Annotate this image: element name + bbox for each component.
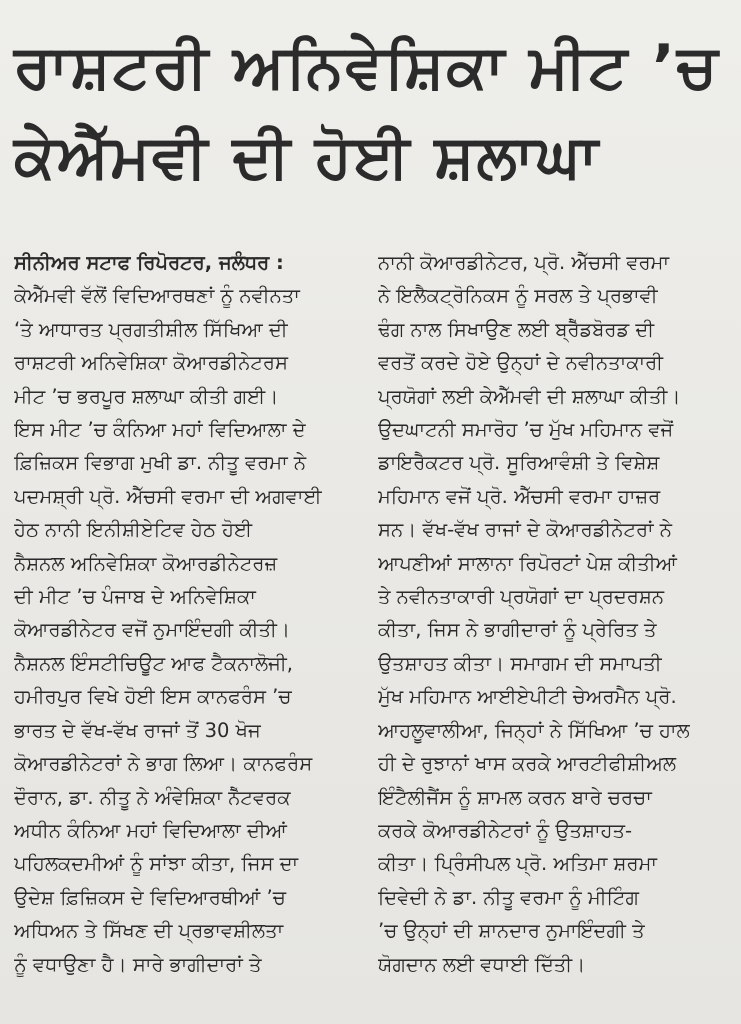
headline-line-1: ਰਾਸ਼ਟਰੀ ਅਨਿਵੇਸ਼ਿਕਾ ਮੀਟ ’ਚ [14, 32, 720, 102]
article-text-line: ਇੰਟੈਲੀਜੈਂਸ ਨੂੰ ਸ਼ਾਮਲ ਕਰਨ ਬਾਰੇ ਚਰਚਾ [378, 785, 652, 809]
article-text-line: ਕੇਐੱਮਵੀ ਵੱਲੋਂ ਵਿਦਿਆਰਥਣਾਂ ਨੂੰ ਨਵੀਨਤਾ [14, 284, 300, 308]
article-text-line: ਆਹਲੂਵਾਲੀਆ, ਜਿਨ੍ਹਾਂ ਨੇ ਸਿੱਖਿਆ ’ਚ ਹਾਲ [378, 718, 690, 742]
article-text-line: ਮਹਿਮਾਨ ਵਜੋਂ ਪ੍ਰੋ. ਐੱਚਸੀ ਵਰਮਾ ਹਾਜ਼ਰ [378, 484, 661, 508]
article-text-line: ਯੋਗਦਾਨ ਲਈ ਵਧਾਈ ਦਿੱਤੀ। [378, 952, 586, 976]
article-text-line: ਸਨ। ਵੱਖ-ਵੱਖ ਰਾਜਾਂ ਦੇ ਕੋਆਰਡੀਨੇਟਰਾਂ ਨੇ [378, 518, 672, 542]
article-text-line: ਅਧੀਨ ਕੰਨਿਆ ਮਹਾਂ ਵਿਦਿਆਲਾ ਦੀਆਂ [14, 818, 287, 842]
article-text-line: ਇਸ ਮੀਟ ’ਚ ਕੰਨਿਆ ਮਹਾਂ ਵਿਦਿਆਲਾ ਦੇ [14, 418, 306, 442]
article-text-line: ਕੋਆਰਡੀਨੇਟਰ ਵਜੋਂ ਨੁਮਾਇੰਦਗੀ ਕੀਤੀ। [14, 618, 291, 642]
article-text-line: ਕੀਤਾ, ਜਿਸ ਨੇ ਭਾਗੀਦਾਰਾਂ ਨੂੰ ਪ੍ਰੇਰਿਤ ਤੇ [378, 618, 657, 642]
article-text-line: ਉਤਸ਼ਾਹਤ ਕੀਤਾ। ਸਮਾਗਮ ਦੀ ਸਮਾਪਤੀ [378, 651, 662, 675]
article-text-line: ਡਾਇਰੈਕਟਰ ਪ੍ਰੋ. ਸੂਰਿਆਵੰਸ਼ੀ ਤੇ ਵਿਸ਼ੇਸ਼ [378, 451, 660, 475]
article-text-line: ਹੀ ਦੇ ਰੁਝਾਨਾਂ ਖਾਸ ਕਰਕੇ ਆਰਟੀਫੀਸ਼ੀਅਲ [378, 752, 677, 776]
article-text-line: ਕੀਤਾ। ਪ੍ਰਿੰਸੀਪਲ ਪ੍ਰੋ. ਅਤਿਮਾ ਸ਼ਰਮਾ [378, 852, 658, 876]
article-text-line: ਉਦਘਾਟਨੀ ਸਮਾਰੋਹ ’ਚ ਮੁੱਖ ਮਹਿਮਾਨ ਵਜੋਂ [378, 418, 674, 442]
article-text-line: ਕਰਕੇ ਕੋਆਰਡੀਨੇਟਰਾਂ ਨੂੰ ਉਤਸ਼ਾਹਤ- [378, 818, 633, 842]
article-text-line: ਦੌਰਾਨ, ਡਾ. ਨੀਤੂ ਨੇ ਅੰਵੇਸ਼ਿਕਾ ਨੈੱਟਵਰਕ [14, 785, 291, 809]
article-body [14, 246, 732, 1016]
article-text-line: ਪਹਿਲਕਦਮੀਆਂ ਨੂੰ ਸਾਂਝਾ ਕੀਤਾ, ਜਿਸ ਦਾ [14, 852, 299, 876]
article-text-line: ਨਾਨੀ ਕੋਆਰਡੀਨੇਟਰ, ਪ੍ਰੋ. ਐੱਚਸੀ ਵਰਮਾ [378, 251, 670, 274]
article-text-line: ਵਰਤੋਂ ਕਰਦੇ ਹੋਏ ਉਨ੍ਹਾਂ ਦੇ ਨਵੀਨਤਾਕਾਰੀ [378, 351, 664, 375]
article-column-2 [378, 246, 732, 1016]
article-text-line: ਆਪਣੀਆਂ ਸਾਲਾਨਾ ਰਿਪੋਰਟਾਂ ਪੇਸ਼ ਕੀਤੀਆਂ [378, 551, 677, 575]
article-text-line: ’ਚ ਉਨ੍ਹਾਂ ਦੀ ਸ਼ਾਨਦਾਰ ਨੁਮਾਇੰਦਗੀ ਤੇ [378, 919, 645, 943]
article-text-line: ਹਮੀਰਪੁਰ ਵਿਖੇ ਹੋਈ ਇਸ ਕਾਨਫਰੰਸ ’ਚ [14, 685, 292, 709]
headline-line-2: ਕੇਐੱਮਵੀ ਦੀ ਹੋਈ ਸ਼ਲਾਘਾ [14, 122, 600, 192]
article-text-line: ਉਦੇਸ਼ ਫ਼ਿਜ਼ਿਕਸ ਦੇ ਵਿਦਿਆਰਥੀਆਂ ’ਚ [14, 885, 286, 909]
article-text-line: ਕੋਆਰਡੀਨੇਟਰਾਂ ਨੇ ਭਾਗ ਲਿਆ। ਕਾਨਫਰੰਸ [14, 752, 313, 776]
article-text-line: ਮੀਟ ’ਚ ਭਰਪੂਰ ਸ਼ਲਾਘਾ ਕੀਤੀ ਗਈ। [14, 384, 279, 408]
article-text-line: ‘ਤੇ ਆਧਾਰਤ ਪ੍ਰਗਤੀਸ਼ੀਲ ਸਿੱਖਿਆ ਦੀ [14, 317, 288, 341]
article-text-line: ਫ਼ਿਜ਼ਿਕਸ ਵਿਭਾਗ ਮੁਖੀ ਡਾ. ਨੀਤੂ ਵਰਮਾ ਨੇ [14, 451, 307, 475]
article-text-line: ਰਾਸ਼ਟਰੀ ਅਨਿਵੇਸ਼ਿਕਾ ਕੋਆਰਡੀਨੇਟਰਸ [14, 351, 289, 375]
article-text-line: ਮੁੱਖ ਮਹਿਮਾਨ ਆਈਏਪੀਟੀ ਚੇਅਰਮੈਨ ਪ੍ਰੋ. [378, 685, 677, 709]
article-text-line: ਨੈਸ਼ਨਲ ਅਨਿਵੇਸ਼ਿਕਾ ਕੋਆਰਡੀਨੇਟਰਜ਼ [14, 551, 278, 575]
article-text-line: ਹੇਠ ਨਾਨੀ ਇਨੀਸ਼ੀਏਟਿਵ ਹੇਠ ਹੋਈ [14, 518, 253, 542]
article-text-line: ਭਾਰਤ ਦੇ ਵੱਖ-ਵੱਖ ਰਾਜਾਂ ਤੋਂ 30 ਖੋਜ [14, 718, 261, 742]
article-text-line: ਪ੍ਰਯੋਗਾਂ ਲਈ ਕੇਐੱਮਵੀ ਦੀ ਸ਼ਲਾਘਾ ਕੀਤੀ। [378, 384, 681, 408]
article-text-line: ਤੇ ਨਵੀਨਤਾਕਾਰੀ ਪ੍ਰਯੋਗਾਂ ਦਾ ਪ੍ਰਦਰਸ਼ਨ [378, 585, 665, 609]
article-text-line: ਨੂੰ ਵਧਾਉਣਾ ਹੈ। ਸਾਰੇ ਭਾਗੀਦਾਰਾਂ ਤੇ [14, 952, 262, 976]
headline [14, 22, 734, 202]
byline: ਸੀਨੀਅਰ ਸਟਾਫ ਰਿਪੋਰਟਰ, ਜਲੰਧਰ : [14, 251, 284, 274]
article-text-line: ਨੇ ਇਲੈਕਟ੍ਰੋਨਿਕਸ ਨੂੰ ਸਰਲ ਤੇ ਪ੍ਰਭਾਵੀ [378, 284, 658, 308]
article-text-line: ਨੈਸ਼ਨਲ ਇੰਸਟੀਚਿਊਟ ਆਫ ਟੈਕਨਾਲੋਜੀ, [14, 651, 293, 675]
article-text-line: ਦੀ ਮੀਟ ’ਚ ਪੰਜਾਬ ਦੇ ਅਨਿਵੇਸ਼ਿਕਾ [14, 585, 256, 609]
article-text-line: ਢੰਗ ਨਾਲ ਸਿਖਾਉਣ ਲਈ ਬ੍ਰੈੱਡਬੋਰਡ ਦੀ [378, 317, 655, 341]
article-text-line: ਦਿਵੇਦੀ ਨੇ ਡਾ. ਨੀਤੂ ਵਰਮਾ ਨੂੰ ਮੀਟਿੰਗ [378, 885, 639, 909]
article-text-line: ਪਦਮਸ਼੍ਰੀ ਪ੍ਰੋ. ਐੱਚਸੀ ਵਰਮਾ ਦੀ ਅਗਵਾਈ [14, 484, 322, 508]
article-column-1 [14, 246, 368, 1016]
article-text-line: ਅਧਿਅਨ ਤੇ ਸਿੱਖਣ ਦੀ ਪ੍ਰਭਾਵਸ਼ੀਲਤਾ [14, 919, 284, 943]
